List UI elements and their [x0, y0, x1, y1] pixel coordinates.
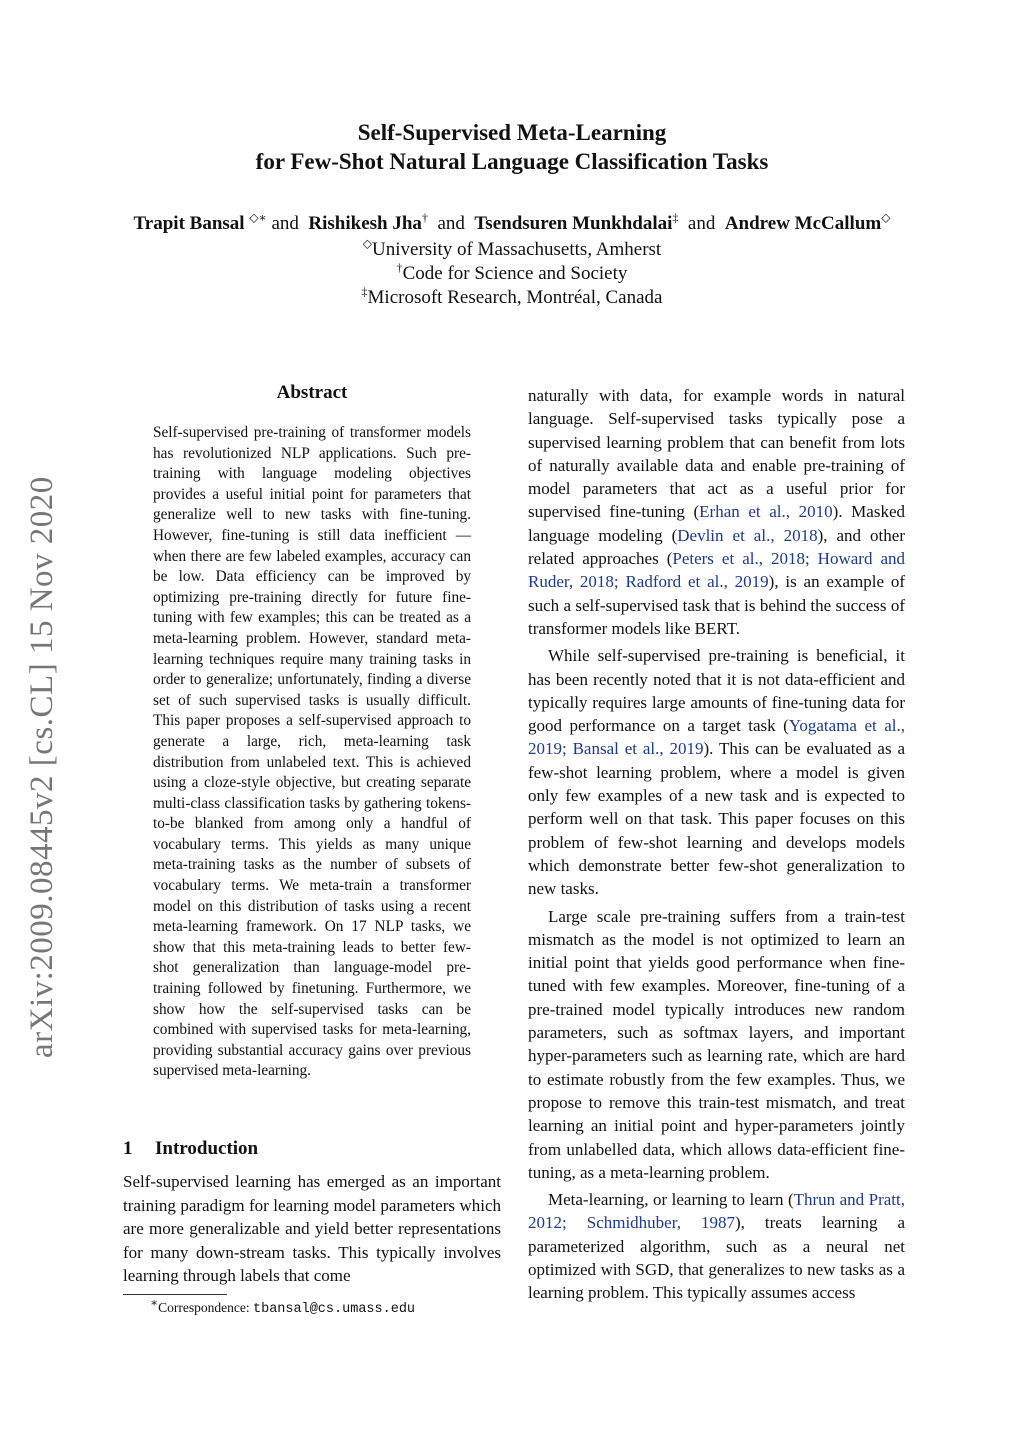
arxiv-stamp: arXiv:2009.08445v2 [cs.CL] 15 Nov 2020 [24, 476, 60, 1058]
footnote-label: Correspondence: [158, 1300, 253, 1315]
author-list [0, 212, 1024, 236]
affiliation-2 [0, 262, 1024, 286]
citation-link[interactable]: Devlin et al., 2018 [677, 525, 818, 545]
author-1: Trapit Bansal [133, 213, 245, 234]
citation-link[interactable]: Peters et al., 2018; Howard and Ruder, 2018; Radford et al., 2019 [528, 549, 905, 592]
citation-link[interactable]: Yogatama et al., 2019; Bansal et al., 2019 [528, 716, 905, 759]
intro-paragraph-1: Self-supervised learning has emerged as an important training paradigm for learning model parameters which are more generalizable and yield better representations for many down-stream tasks. This typically involves learning through labels that come [123, 1172, 501, 1285]
text-run: ). This can be evaluated as a few-shot learning problem, where a model is given only few examples of a new task and is expected to perform well on that task. This paper focuses on this problem of few-shot learning and develops models which demonstrate better few-shot generalization to new tasks. [528, 739, 905, 899]
affiliation-1 [0, 238, 1024, 262]
affiliation-3-mark: ‡ [361, 284, 368, 299]
text-run: ). Masked language modeling ( [528, 502, 906, 545]
affiliation-3-name: Microsoft Research, Montréal, Canada [367, 287, 663, 308]
section-number: 1 [123, 1138, 133, 1159]
footnote-rule [123, 1294, 227, 1295]
author-4: Andrew McCallum [724, 213, 882, 234]
text-run: Meta-learning, or learning to learn ( [548, 1190, 794, 1210]
paragraph-data-efficiency [528, 644, 905, 900]
section-heading-introduction [123, 1138, 258, 1160]
author-conj-3: and [687, 213, 716, 234]
section-title: Introduction [155, 1138, 259, 1159]
footnote [150, 1295, 416, 1317]
affiliation-3 [0, 286, 1024, 310]
affiliation-2-name: Code for Science and Society [402, 263, 628, 284]
affiliation-1-mark: ◇ [362, 236, 373, 251]
paper-title [0, 118, 1024, 176]
text-run: While self-supervised pre-training is beneficial, it has been recently noted that it is not data-efficient and typically requires large amounts of fine-tuning data for good performance on a target task ( [528, 646, 905, 736]
title-line-2: for Few-Shot Natural Language Classification Tasks [255, 149, 769, 174]
paragraph-meta-learning [528, 1188, 905, 1304]
author-conj-1: and [271, 213, 299, 234]
text-run: ), and other related approaches ( [528, 525, 905, 569]
author-conj-2: and [437, 213, 465, 234]
author-3: Tsendsuren Munkhdalai [474, 213, 673, 234]
paragraph-continued [528, 384, 905, 640]
affiliation-1-name: University of Massachusetts, Amherst [372, 239, 662, 260]
paragraph-train-test-mismatch: Large scale pre-training suffers from a train-test mismatch as the model is not optimized to learn an initial point that yields good performance when fine-tuned with few examples. Moreover, fine-tuning of a pre-trained model typically introduces new random parameters, such as softmax layers, and important hyper-parameters such as learning rate, which are hard to estimate robustly from the few examples. Thus, we propose to remove this train-test mismatch, and treat learning an initial point and hyper-parameters jointly from unlabelled data, which allows data-efficient fine-tuning, as a meta-learning problem. [528, 906, 905, 1182]
author-2-marks: † [421, 210, 428, 225]
citation-link[interactable]: Thrun and Pratt, 2012; Schmidhuber, 1987 [528, 1190, 905, 1233]
author-3-marks: ‡ [672, 210, 679, 225]
footnote-mark: ∗ [150, 1295, 159, 1310]
text-run: naturally with data, for example words in natural language. Self-supervised tasks typically pose a supervised learning problem that can benefit from lots of naturally available data and enable pre-training of model parameters that act as a useful prior for supervised fine-tuning ( [528, 386, 905, 522]
citation-link[interactable]: Erhan et al., 2010 [699, 502, 833, 522]
author-4-marks: ◇ [881, 210, 891, 225]
author-2: Rishikesh Jha [308, 213, 422, 234]
correspondence-email-link[interactable]: tbansal@cs.umass.edu [253, 1302, 416, 1317]
abstract-heading: Abstract [276, 382, 348, 403]
text-run: ), treats learning a parameterized algorithm, such as a neural net optimized with SGD, that generalizes to new tasks as a learning problem. This typically assumes access [528, 1213, 905, 1303]
right-column [528, 384, 905, 1305]
affiliation-2-mark: † [396, 260, 403, 275]
abstract-text: Self-supervised pre-training of transformer models has revolutionized NLP applications. Such pre-training with language modeling objectives provides a useful initial point for parameters that generalize well to new tasks with fine-tuning. However, fine-tuning is still data inefficient — when there are few labeled examples, accuracy can be low. Data efficiency can be improved by optimizing pre-training directly for future fine-tuning with few examples; this can be treated as a meta-learning problem. However, standard meta-learning techniques require many training tasks in order to generalize; unfortunately, finding a diverse set of such supervised tasks is usually difficult. This paper proposes a self-supervised approach to generate a large, rich, meta-learning task distribution from unlabeled text. This is achieved using a cloze-style objective, but creating separate multi-class classification tasks by gathering tokens-to-be blanked from among only a handful of vocabulary terms. This yields as many unique meta-training tasks as the number of subsets of vocabulary terms. We meta-train a transformer model on this distribution of tasks using a recent meta-learning framework. On 17 NLP tasks, we show that this meta-training leads to better few-shot generalization than language-model pre-training followed by finetuning. Furthermore, we show how the self-supervised tasks can be combined with supervised tasks for meta-learning, providing substantial accuracy gains over previous supervised meta-learning. [153, 424, 471, 1080]
author-1-marks: ◇∗ [249, 210, 267, 225]
text-run: ), is an example of such a self-supervised task that is behind the success of transformer models like BERT. [528, 572, 905, 638]
title-line-1: Self-Supervised Meta-Learning [357, 120, 667, 145]
